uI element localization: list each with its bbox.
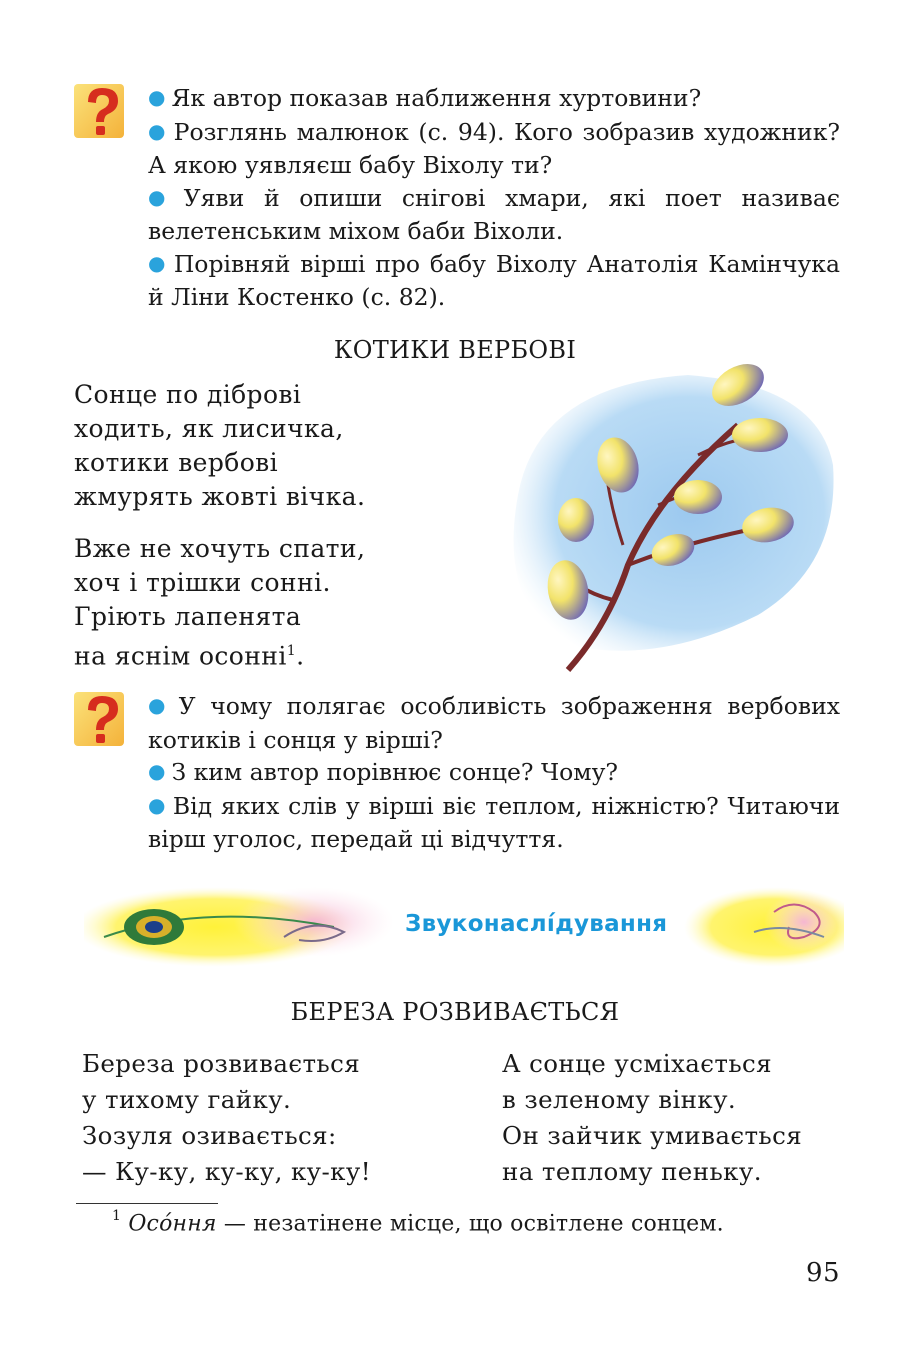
poem-line: котики вербові	[74, 448, 279, 477]
question-item: ● Від яких слів у вірші віє теплом, ніжністю? Читаючи вірш уголос, передай ці відчуття.	[148, 791, 841, 853]
poem-line: ходить, як лисичка,	[74, 414, 344, 443]
footnote-marker: 1	[112, 1208, 122, 1224]
poem-line: у тихому гайку.	[82, 1085, 292, 1114]
poem-line: — Ку-ку, ку-ку, ку-ку!	[82, 1157, 371, 1186]
poem-line: А сонце усміхається	[502, 1049, 773, 1078]
question-item: ● Розглянь малюнок (с. 94). Кого зобразив художник? А якою уявляєш бабу Віхолу ти?	[148, 117, 840, 179]
bullet-icon: ●	[148, 85, 166, 109]
poem-column-right	[502, 1046, 802, 1190]
footnote-divider	[76, 1203, 218, 1204]
poem-body	[74, 378, 365, 691]
poem-line: Береза розвивається	[82, 1049, 361, 1078]
questions-block-2	[148, 690, 840, 856]
poem-line: в зеленому вінку.	[502, 1085, 737, 1114]
poem-line: Сонце по діброві	[74, 380, 302, 409]
bullet-icon: ●	[148, 693, 173, 717]
questions-block-1	[148, 82, 840, 314]
question-mark-icon	[72, 690, 130, 748]
poem-line: на яснім осонні$^1$.	[74, 641, 305, 671]
question-item: ● У чому полягає особливість зображення вербових котиків і сонця у вірші?	[148, 692, 840, 754]
bullet-icon: ●	[148, 759, 166, 783]
poem-line: жмурять жовті вічка.	[74, 482, 366, 511]
footnote-marker: 1	[286, 643, 297, 659]
bullet-icon: ●	[148, 250, 168, 275]
poem-line: на теплому пеньку.	[502, 1157, 762, 1186]
question-item: ● Як автор показав наближення хуртовини?	[148, 84, 702, 112]
section-banner-title: Звуконаслі́дування	[405, 911, 668, 937]
question-mark-icon	[72, 82, 130, 140]
footnote-term: Осо́ння	[128, 1211, 217, 1237]
footnote	[112, 1210, 724, 1236]
poem-line: Зозуля озивається:	[82, 1121, 337, 1150]
poem-stanza	[74, 378, 365, 514]
poem-title: БЕРЕЗА РОЗВИВАЄТЬСЯ	[290, 998, 620, 1026]
bullet-icon: ●	[148, 184, 178, 209]
poem-title: КОТИКИ ВЕРБОВІ	[333, 336, 577, 364]
question-item: ● Уяви й опиши снігові хмари, які поет називає велетенським міхом баби Віхоли.	[148, 183, 840, 245]
bullet-icon: ●	[148, 118, 168, 143]
question-item: ● З ким автор порівнює сонце? Чому?	[148, 758, 618, 786]
bullet-icon: ●	[148, 792, 167, 817]
footnote-text: — незатінене місце, що освітлене сонцем.	[216, 1211, 724, 1237]
poem-line: Вже не хочуть спати,	[74, 534, 366, 563]
page-number: 95	[806, 1258, 841, 1288]
poem-line: Он зайчик умивається	[502, 1121, 803, 1150]
poem-line: хоч і трішки сонні.	[74, 568, 331, 597]
poem-line: Гріють лапенята	[74, 602, 302, 631]
poem-stanza	[74, 532, 365, 673]
question-item: ● Порівняй вірші про бабу Віхолу Анатолія Камінчука й Ліни Костенко (с. 82).	[148, 249, 841, 311]
poem-column-left	[82, 1046, 371, 1190]
pussy-willow-illustration	[498, 345, 840, 675]
